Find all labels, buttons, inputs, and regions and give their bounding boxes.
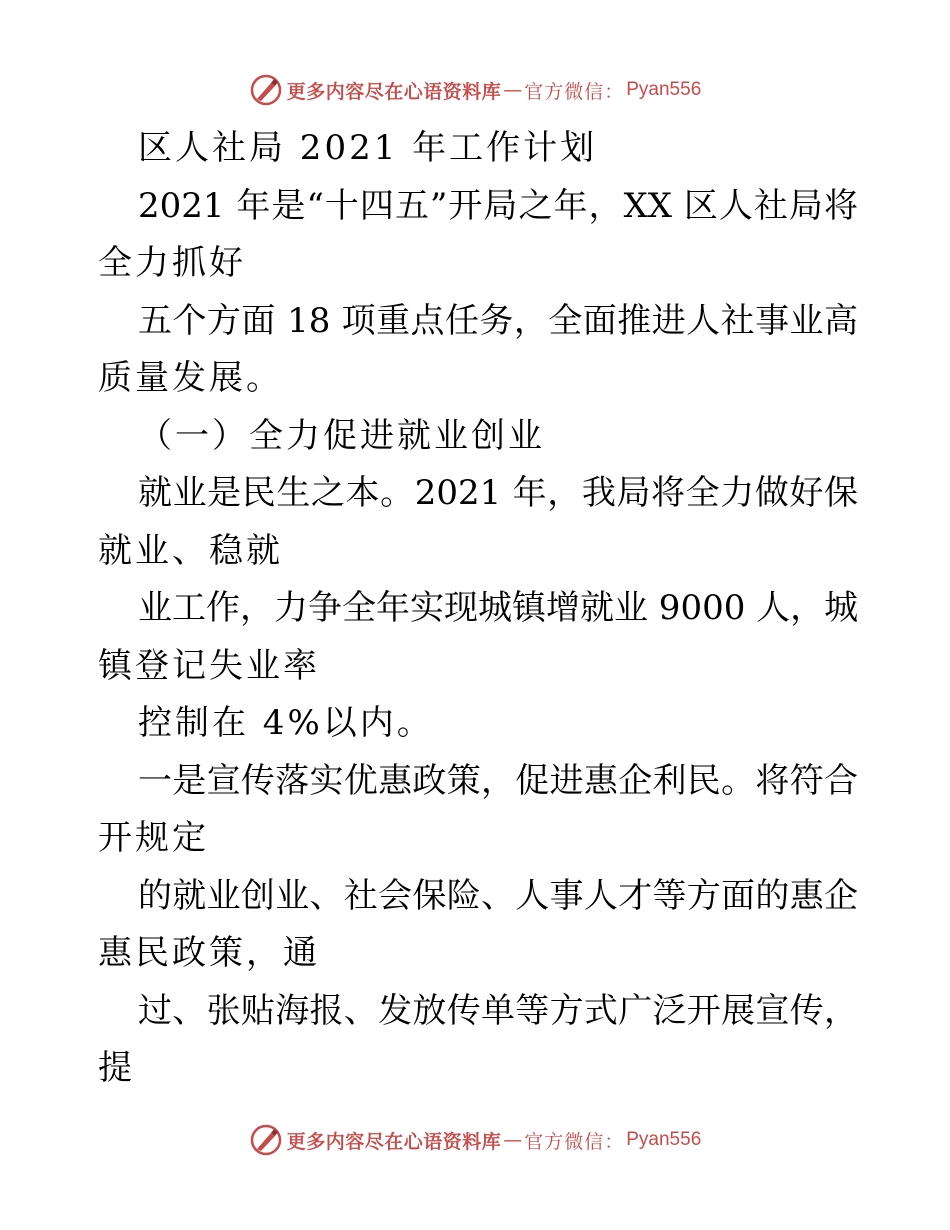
text-line: 提 bbox=[98, 1048, 135, 1088]
text-line: 就业、稳就 bbox=[98, 530, 283, 571]
text-line: 过、张贴海报、发放传单等方式广泛开展宣传， bbox=[138, 990, 858, 1031]
section-heading: （一）全力促进就业创业 bbox=[138, 415, 545, 456]
text-line: 质量发展。 bbox=[98, 358, 283, 398]
footer-watermark bbox=[0, 1120, 950, 1160]
watermark-wechat-id: Pyan556 bbox=[626, 1129, 702, 1150]
header-watermark bbox=[0, 70, 950, 110]
text-line: 一是宣传落实优惠政策，促进惠企利民。将符合 bbox=[138, 760, 858, 801]
text-line: 业工作，力争全年实现城镇增就业 9000 人，城 bbox=[138, 588, 858, 628]
pen-logo-icon bbox=[249, 1123, 283, 1157]
watermark-dash: — bbox=[503, 1129, 523, 1151]
text-line: 镇登记失业率 bbox=[98, 645, 320, 686]
text-line: 五个方面 18 项重点任务，全面推进人社事业高 bbox=[138, 300, 858, 341]
document-body bbox=[98, 120, 858, 1098]
watermark-wechat-label: 官方微信： bbox=[524, 1130, 625, 1153]
text-line: 全力抓好 bbox=[98, 243, 246, 283]
text-line: 开规定 bbox=[98, 818, 209, 858]
text-line: 就业是民生之本。2021 年，我局将全力做好保 bbox=[138, 473, 858, 513]
text-line: 惠民政策，通 bbox=[98, 933, 320, 973]
text-line: 2021 年是“十四五”开局之年，XX 区人社局将 bbox=[138, 185, 858, 226]
watermark-wechat-id: Pyan556 bbox=[626, 79, 702, 100]
text-line: 的就业创业、社会保险、人事人才等方面的惠企 bbox=[138, 875, 858, 916]
watermark-text: 更多内容尽在心语资料库 bbox=[286, 1130, 502, 1153]
watermark-wechat-label: 官方微信： bbox=[524, 80, 625, 103]
pen-logo-icon bbox=[249, 73, 283, 107]
watermark-text: 更多内容尽在心语资料库 bbox=[286, 80, 502, 103]
document-title: 区人社局 2021 年工作计划 bbox=[138, 128, 598, 168]
watermark-dash: — bbox=[503, 79, 523, 101]
text-line: 控制在 4%以内。 bbox=[138, 703, 434, 743]
